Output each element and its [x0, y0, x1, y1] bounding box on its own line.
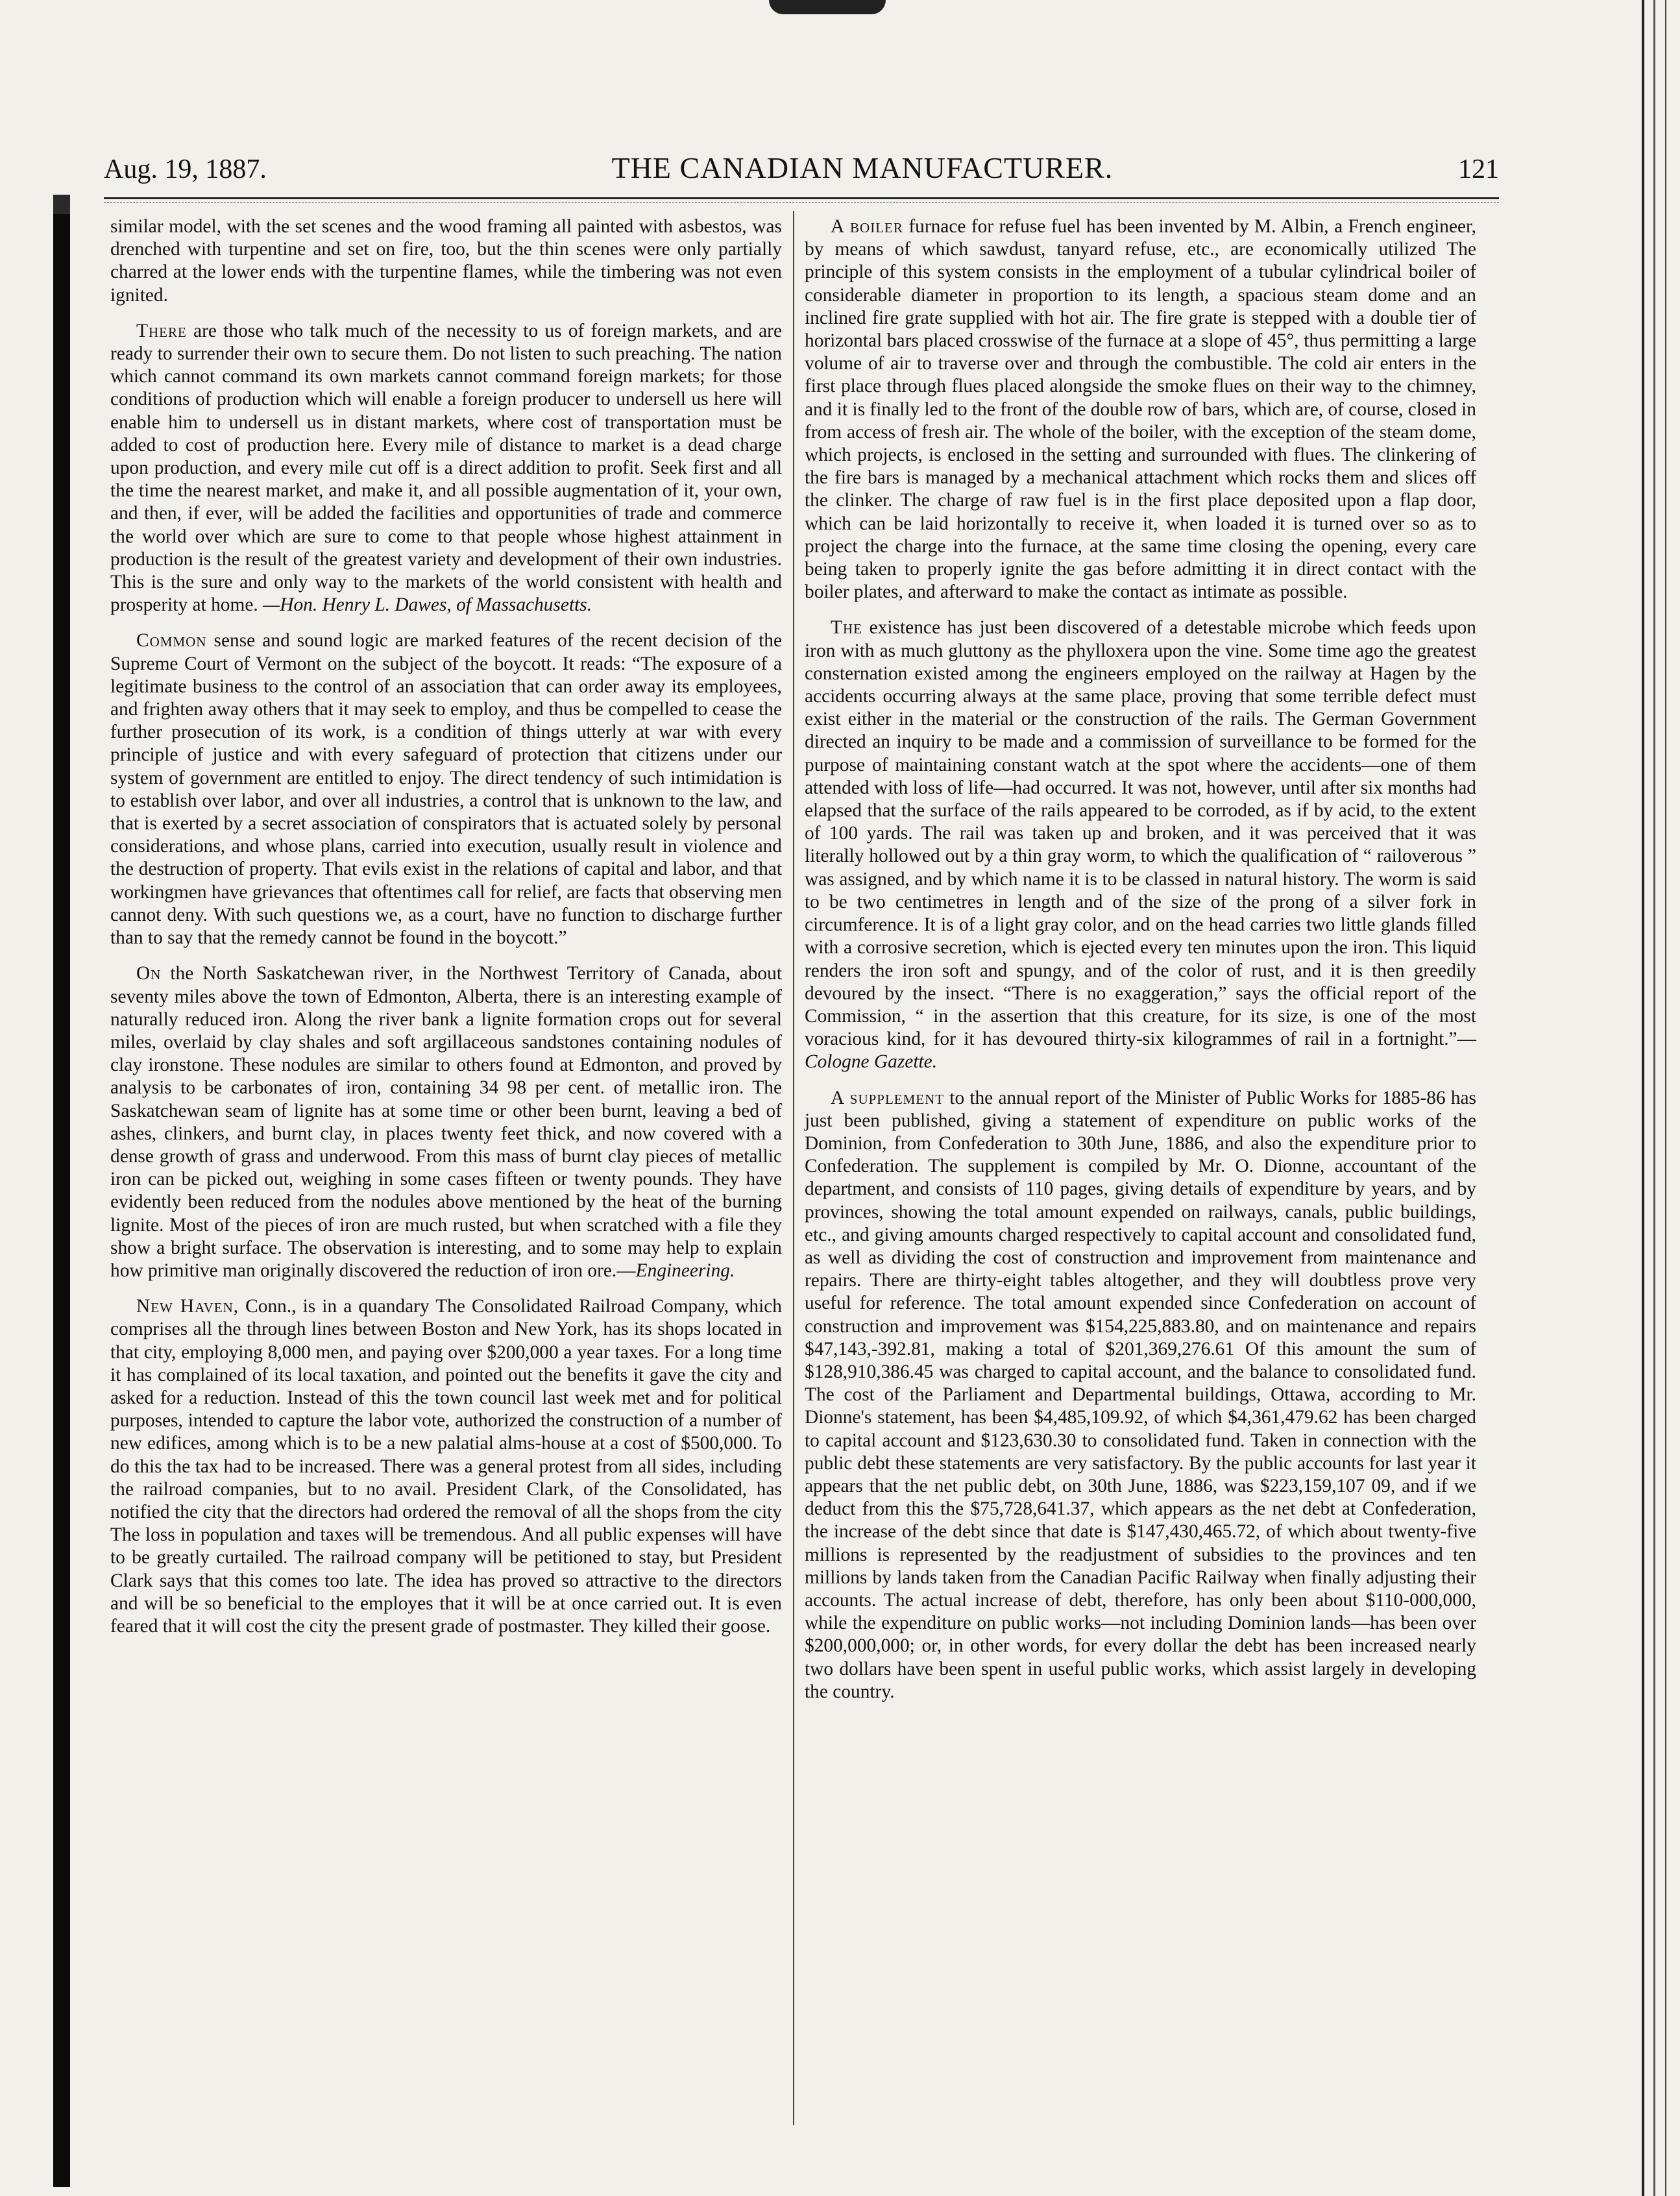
left-column [110, 215, 782, 1651]
right-page-edge [1653, 0, 1655, 2196]
article-boiler-furnace [805, 215, 1476, 604]
article-source: —Hon. Henry L. Dawes, of Massachusetts. [263, 594, 592, 616]
page-top-mark [769, 0, 886, 14]
publication-title: THE CANADIAN MANUFACTURER. [611, 151, 1114, 184]
article-body: similar model, with the set scenes and the wood framing all painted with asbestos, was drenched with turpentine and set on fire, too, but the thin scenes were only partially charred at the lower ends with the turpentine flames, while the timbering was not even ignited. [110, 216, 782, 306]
issue-date: Aug. 19, 1887. [104, 154, 267, 184]
article-public-works-report [805, 1087, 1476, 1703]
article-source: Engineering. [635, 1260, 735, 1281]
article-lead: On [136, 963, 162, 984]
page-header [104, 151, 1499, 189]
article-lead: New Haven, [136, 1296, 239, 1317]
header-rule-dashed [104, 202, 1499, 203]
article-body: existence has just been discovered of a detestable microbe which feeds upon iron with as much gluttony as the phylloxera upon the vine. Some time ago the greatest consternation existed among the engineers employed on the railway at Hagen by the accidents occurring always at the same place, proving that some terrible defect must exist either in the material or the construction of the rails. The German Government directed an inquiry to be made and a commission of surveillance to be formed for the purpose of maintaining constant watch at the spot where the accidents—one of them attended with loss of life—had occurred. It was not, however, until after six months had elapsed that the surface of the rails appeared to be corroded, as if by acid, to the extent of 100 yards. The rail was taken up and broken, and it was perceived that it was literally hollowed out by a thin gray worm, to which the qualification of “ railoverous ” was assigned, and by which name it is to be classed in natural history. The worm is said to be two centimetres in length and of the size of the prong of a silver fork in circumference. It is of a light gray color, and on the head carries two little glands filled with a corrosive secretion, which is ejected every ten minutes upon the iron. This liquid renders the iron soft and spungy, and of the color of rust, and it is then greedily devoured by the insect. “There is no exaggeration,” says the official report of the Commission, “ in the assertion that this creature, for its size, is one of the most voracious kind, for it has devoured thirty-six kilogrammes of rail in a fortnight.”— [805, 617, 1476, 1050]
article-lead: There [136, 320, 187, 341]
article-body: are those who talk much of the necessity to us of foreign markets, and are ready to surrender their own to secure them. Do not listen to such preaching. The nation which cannot command its own markets cannot command foreign markets; for those conditions of production which will enable a foreign producer to undersell us here will enable him to undersell us in distant markets, where cost of transportation must be added to cost of production here. Every mile of distance to market is a dead charge upon production, and every mile cut off is a direct addition to profit. Seek first and all the time the nearest market, and make it, and all possible augmentation of it, your own, and then, if ever, will be added the facilities and opportunities of trade and commerce the world over which are sure to come to that people whose highest attainment in production is the result of the greatest variety and development of their own industries. This is the sure and only way to the markets of the world consistent with health and prosperity at home. [110, 320, 782, 616]
article-source: Cologne Gazette. [805, 1051, 938, 1073]
column-divider [793, 211, 794, 2125]
article-asbestos-continued [110, 215, 782, 307]
article-lead: Common [136, 630, 207, 652]
page-number: 121 [1458, 154, 1499, 184]
article-boycott-decision [110, 629, 782, 949]
right-page-edge [1665, 0, 1666, 2196]
article-iron-microbe [805, 616, 1476, 1073]
article-reduced-iron [110, 962, 782, 1282]
page-binding-edge [53, 214, 70, 2187]
article-body: sense and sound logic are marked features of the recent decision of the Supreme Court of Vermont on the subject of the boycott. It reads: “The exposure of a legitimate business to the control of an association that can order away its employees, and frighten away others that it may seek to employ, and thus be compelled to cease the further prosecution of its work, is a condition of things utterly at war with every principle of justice and with every safeguard of protection that citizens under our system of government are entitled to enjoy. The direct tendency of such intimidation is to establish over labor, and over all industries, a control that is unknown to the law, and that is exerted by a secret association of conspirators that is actuated solely by personal considerations, and whose plans, carried into execution, usually result in violence and the destruction of property. That evils exist in the relations of capital and labor, and that workingmen have grievances that oftentimes call for relief, are facts that observing men cannot deny. With such questions we, as a court, have no function to discharge further than to say that the remedy cannot be found in the boycott.” [110, 630, 782, 949]
right-column [805, 215, 1476, 1716]
header-rule [104, 197, 1499, 199]
right-page-edge [1642, 0, 1644, 2196]
article-new-haven [110, 1295, 782, 1638]
article-foreign-markets [110, 320, 782, 617]
article-body: to the annual report of the Minister of Public Works for 1885-86 has just been published, giving a statement of expenditure on public works of the Dominion, from Confederation to 30th June, 1886, and also the expenditure prior to Confederation. The supplement is compiled by Mr. O. Dionne, accountant of the department, and consists of 110 pages, giving details of expenditure by years, and by provinces, showing the total amount expended on railways, canals, public buildings, etc., and giving amounts charged respectively to capital account and consolidated fund, as well as dividing the cost of construction and improvement from maintenance and repairs. There are thirty-eight tables altogether, and they will doubtless prove very useful for reference. The total amount expended since Confederation on account of construction and improvement was $154,225,883.80, and on maintenance and repairs $47,143,-392.81, making a total of $201,369,276.61 Of this amount the sum of $128,910,386.45 was charged to capital account, and the balance to consolidated fund. The cost of the Parliament and Departmental buildings, Ottawa, according to Mr. Dionne's statement, has been $4,485,109.92, of which $4,361,479.62 has been charged to capital account and $123,630.30 to consolidated fund. Taken in connection with the public debt these statements are very satisfactory. By the public accounts for last year it appears that the net public debt, on 30th June, 1886, was $223,159,107 09, and if we deduct from this the $75,728,641.37, which appears as the net debt at Confederation, the increase of the debt since that date is $147,430,465.72, of which about twenty-five millions is represented by the readjustment of subsidies to the provinces and ten millions by lands taken from the Canadian Pacific Railway when finally adjusting their accounts. The actual increase of debt, therefore, has only been about $110-000,000, while the expenditure on public works—not including Dominion lands—has been over $200,000,000; or, in other words, for every dollar the debt has been increased nearly two dollars have been spent in useful public works, which assist largely in developing the country. [805, 1087, 1476, 1702]
article-body: furnace for refuse fuel has been invented by M. Albin, a French engineer, by means of which sawdust, tanyard refuse, etc., are economically utilized The principle of this system consists in the employment of a tubular cylindrical boiler of considerable diameter in proportion to its length, a spacious steam dome and an inclined fire grate supplied with hot air. The fire grate is stepped with a double tier of horizontal bars placed crosswise of the furnace at a slope of 45°, thus permitting a large volume of air to traverse over and through the combustible. The cold air enters in the first place through flues placed alongside the smoke flues on their way to the chimney, and it is finally led to the front of the double row of bars, which are, of course, closed in from access of fresh air. The whole of the boiler, with the exception of the steam dome, which projects, is enclosed in the setting and surrounded with flues. The clinkering of the fire bars is managed by a mechanical attachment which rocks them and slices off the clinker. The charge of raw fuel is in the first place deposited upon a flap door, which can be laid horizontally to receive it, when loaded it is turned over so as to project the charge into the furnace, at the same time closing the opening, every care being taken to properly ignite the gas before admitting it in direct contact with the boiler plates, and afterward to make the contact as intimate as possible. [805, 216, 1476, 603]
article-lead: The [831, 617, 862, 639]
article-lead: A boiler [831, 216, 903, 237]
article-lead: A supplement [831, 1087, 945, 1108]
article-body: Conn., is in a quandary The Consolidated Railroad Company, which comprises all the through lines between Boston and New York, has its shops located in that city, employing 8,000 men, and paying over $200,000 a year taxes. For a long time it has complained of its local taxation, and pointed out the benefits it gave the city and asked for a reduction. Instead of this the town council last week met and for political purposes, intended to capture the labor vote, authorized the construction of a number of new edifices, among which is to be a new palatial alms-house at a cost of $500,000. To do this the tax had to be increased. There was a general protest from all sides, including the railroad companies, but to no avail. President Clark, of the Consolidated, has notified the city that the directors had ordered the removal of all the shops from the city The loss in population and taxes will be tremendous. And all public expenses will have to be greatly curtailed. The railroad company will be petitioned to stay, but President Clark says that this comes too late. The idea has proved so attractive to the directors and will be so beneficial to the employes that it will be at once carried out. It is even feared that it will cost the city the present grade of postmaster. They killed their goose. [110, 1296, 782, 1637]
article-body: the North Saskatchewan river, in the Northwest Territory of Canada, about seventy miles above the town of Edmonton, Alberta, there is an interesting example of naturally reduced iron. Along the river bank a lignite formation crops out for several miles, overlaid by clay shales and soft argillaceous sandstones containing nodules of clay ironstone. These nodules are similar to others found at Edmonton, and proved by analysis to be carbonates of iron, containing 34 98 per cent. of metallic iron. The Saskatchewan seam of lignite has at some time or other been burnt, leaving a bed of ashes, clinkers, and burnt clay, in places twenty feet thick, and now covered with a dense growth of grass and underwood. From this mass of burnt clay pieces of metallic iron can be picked out, weighing in some cases fifteen or twenty pounds. They have evidently been reduced from the nodules above mentioned by the heat of the burning lignite. Most of the pieces of iron are much rusted, but when scratched with a file they show a bright surface. The observation is interesting, and to some may help to explain how primitive man originally discovered the reduction of iron ore.— [110, 963, 782, 1281]
